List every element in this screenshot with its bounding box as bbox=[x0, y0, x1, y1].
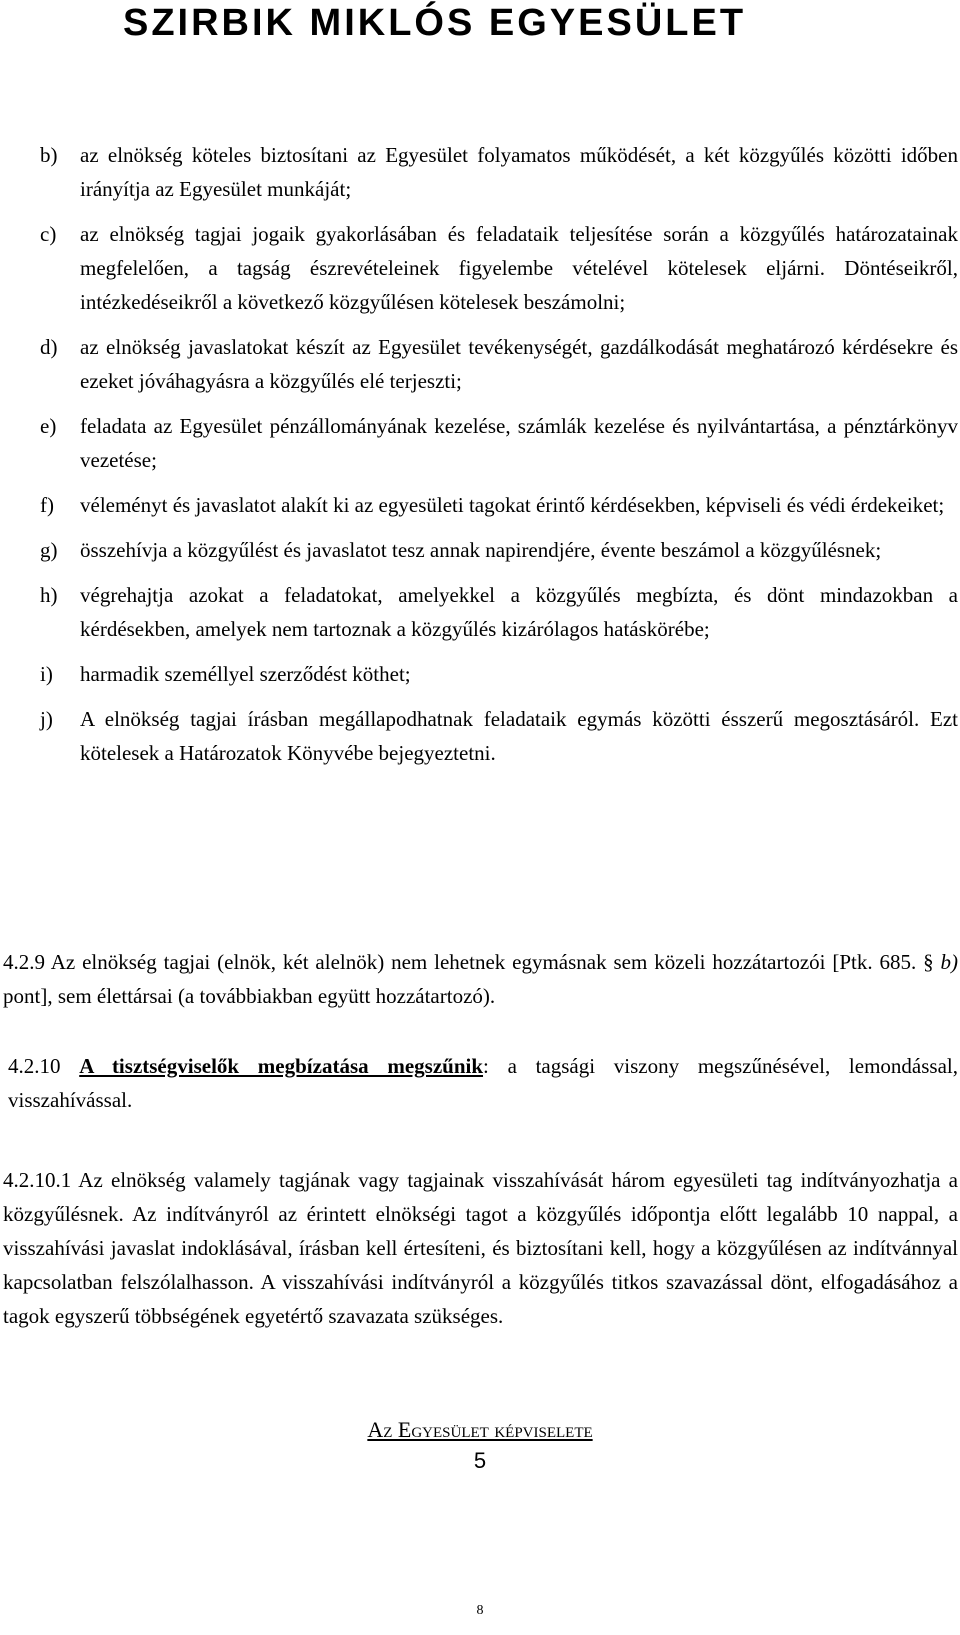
section-number: 5 bbox=[473, 1448, 487, 1473]
list-item bbox=[40, 488, 958, 522]
list-item bbox=[40, 702, 958, 770]
section-title: Az Egyesület képviselete bbox=[367, 1417, 593, 1442]
paragraph-text: : a tagsági viszony megszűnésével, lemondással, visszahívással. bbox=[8, 1054, 958, 1112]
list-item-text: összehívja a közgyűlést és javaslatot tesz annak napirendjére, évente beszámol a közgyűlésnek; bbox=[80, 538, 882, 562]
paragraph-heading: A tisztségviselők megbízatása megszűnik bbox=[79, 1054, 484, 1078]
list-item-label: e) bbox=[40, 414, 57, 438]
list-item-label: f) bbox=[40, 493, 54, 517]
list-item-label: b) bbox=[40, 143, 58, 167]
paragraph-4-2-10 bbox=[8, 1049, 958, 1117]
list-item-label: d) bbox=[40, 335, 58, 359]
list-item-text: az elnökség tagjai jogaik gyakorlásában és feladataik teljesítése során a közgyűlés határozatainak megfelelően, a tagság észrevételeinek figyelembe vételével kötelesek eljárni. Döntéseikről, intézkedéseikről a következő közgyűlésen kötelesek beszámolni; bbox=[80, 222, 958, 314]
list-item bbox=[40, 138, 958, 206]
list-item bbox=[40, 657, 958, 691]
list-item-label: j) bbox=[40, 707, 53, 731]
list-item-text: feladata az Egyesület pénzállományának kezelése, számlák kezelése és nyilvántartása, a pénztárkönyv vezetése; bbox=[80, 414, 958, 472]
list-item-label: g) bbox=[40, 538, 58, 562]
page-number: 8 bbox=[476, 1603, 484, 1618]
list-item-text: A elnökség tagjai írásban megállapodhatnak feladataik egymás közötti ésszerű megosztásáról. Ezt kötelesek a Határozatok Könyvébe bejegyeztetni. bbox=[80, 707, 958, 765]
list-item-label: h) bbox=[40, 583, 58, 607]
paragraph-text: pont], sem élettársai (a továbbiakban együtt hozzátartozó). bbox=[3, 984, 496, 1008]
paragraph-number: 4.2.10 bbox=[8, 1054, 80, 1078]
list-item bbox=[40, 330, 958, 398]
list-item bbox=[40, 409, 958, 477]
paragraph-italic-ref: b) bbox=[940, 950, 958, 974]
list-item-text: véleményt és javaslatot alakít ki az egyesületi tagokat érintő kérdésekben, képviseli és védi érdekeiket; bbox=[80, 493, 945, 517]
list-item-text: harmadik személlyel szerződést köthet; bbox=[80, 662, 411, 686]
list-item-label: c) bbox=[40, 222, 57, 246]
list-item-text: az elnökség köteles biztosítani az Egyesület folyamatos működését, a két közgyűlés közötti időben irányítja az Egyesület munkáját; bbox=[80, 143, 958, 201]
list-item bbox=[40, 533, 958, 567]
list-item bbox=[40, 217, 958, 319]
duties-list bbox=[40, 138, 958, 781]
list-item-text: az elnökség javaslatokat készít az Egyesület tevékenységét, gazdálkodását meghatározó kérdésekre és ezeket jóváhagyásra a közgyűlés elé terjeszti; bbox=[80, 335, 958, 393]
paragraph-4-2-10-1: 4.2.10.1 Az elnökség valamely tagjának vagy tagjainak visszahívását három egyesületi tag indítványozhatja a közgyűlésnek. Az indítványról az érintett elnökségi tagot a közgyűlés időpontja előtt legalább 10 nappal, a visszahívási javaslat indoklásával, írásban kell értesíteni, és biztosítani kell, hogy a közgyűlésen az indítvánnyal kapcsolatban felszólalhasson. A visszahívási indítványról a közgyűlés titkos szavazással dönt, elfogadásához a tagok egyszerű többségének egyetértő szavazata szükséges. bbox=[3, 1168, 958, 1328]
list-item-text: végrehajtja azokat a feladatokat, amelyekkel a közgyűlés megbízta, és dönt mindazokban a kérdésekben, amelyek nem tartoznak a közgyűlés kizárólagos hatáskörébe; bbox=[80, 583, 958, 641]
paragraph-text: 4.2.9 Az elnökség tagjai (elnök, két alelnök) nem lehetnek egymásnak sem közeli hozzátartozói [Ptk. 685. § bbox=[3, 950, 941, 974]
list-item-label: i) bbox=[40, 662, 53, 686]
document-header: SZIRBIK MIKLÓS EGYESÜLET bbox=[123, 2, 747, 44]
paragraph-4-2-9 bbox=[3, 945, 958, 1013]
list-item bbox=[40, 578, 958, 646]
